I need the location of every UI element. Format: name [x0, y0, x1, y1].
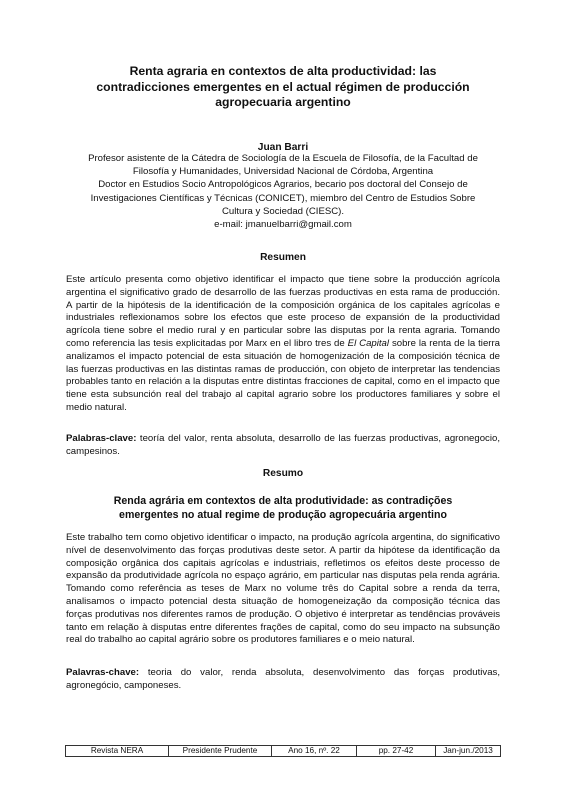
footer-city: Presidente Prudente — [169, 746, 272, 757]
footer-date: Jan-jun./2013 — [436, 746, 501, 757]
book-title: El Capital — [347, 337, 390, 349]
affiliation-line: Filosofía y Humanidades, Universidad Nacional de Córdoba, Argentina — [132, 166, 434, 178]
affiliation-line: Investigaciones Científicas y Técnicas (CONICET), miembro del Centro de Estudios Sobre — [90, 192, 476, 204]
resumen-heading: Resumen — [260, 252, 306, 263]
title-line: Renta agraria en contextos de alta productividad: las — [129, 64, 437, 78]
footer-pages: pp. 27-42 — [357, 746, 436, 757]
journal-footer — [65, 745, 501, 757]
affiliation-line: Doctor en Estudios Socio Antropológicos Agrarios, becario pos doctoral del Consejo de — [98, 179, 468, 191]
resumo-heading: Resumo — [262, 468, 304, 479]
keywords-label: Palavras-chave: — [66, 667, 140, 678]
keywords-text: teoria do valor, renda absoluta, desenvolvimento das forças produtivas, agronegócio, camponeses. — [66, 667, 500, 691]
resumo-title-line: Renda agrária em contextos de alta produtividade: as contradições — [113, 495, 453, 507]
keywords-label: Palabras-clave: — [66, 433, 137, 444]
author-name: Juan Barri — [257, 142, 309, 153]
resumo-title — [66, 494, 500, 522]
author-email: e-mail: jmanuelbarri@gmail.com — [214, 219, 352, 231]
abstract-text: Este artículo presenta como objetivo identificar el impacto que tiene sobre la producción agrícola argentina el significativo grado de desarrollo de las fuerzas productivas en esta rama de producción. A partir de la hipótesis de la identificación de la composición orgánica de los capitales agrícolas e industriales reflexionamos sobre los efectos que este proceso de expansión de la productividad agrícola tiene sobre el medio rural y en particular sobre las disputas por la renta agraria. Tomando como referencia las tesis explicitadas por Marx en el libro tres de — [66, 274, 500, 349]
resumo-keywords — [66, 667, 500, 693]
abstract-text: sobre la renta de la tierra analizamos el impacto potencial de esta situación de homogenización de la composición técnica de las fuerzas productivas en las distintas ramas de producción, con objeto de interpretar las tendencias probables tanto en relación a la disputas entre distintas fracciones de capital, como en el impacto que tiene esta subsunción real del trabajo al capital agrario sobre los productores familiares y sobre el medio natural. — [66, 337, 500, 413]
affiliation-line: Cultura y Sociedad (CIESC). — [221, 205, 345, 217]
author-affiliation — [66, 152, 500, 231]
affiliation-line: Profesor asistente de la Cátedra de Sociología de la Escuela de Filosofía, de la Facultad de — [88, 153, 478, 164]
title-line: agropecuaria argentino — [215, 95, 351, 110]
resumen-abstract — [66, 274, 500, 415]
resumo-abstract: Este trabalho tem como objetivo identificar o impacto, na produção agrícola argentina, do significativo nível de desenvolvimento das forças produtivas deste setor. A partir da hipótese da identificação da composição orgânica dos capitais agrícolas e industriais, refletimos os efeitos deste processo de expansão da produtividade agrícola no espaço agrário, em particular nas disputas pela renda agrária. Tomando como referência as teses de Marx no volume três do Capital sobre a renda da terra, analisamos o impacto potencial desta situação de homogeneização da composição técnica das forças produtivas nos diferentes ramos de produção. O objetivo é interpretar as tendências prováveis tanto em relação à disputas entre diferentes frações de capital, como do seu impacto na subsunção real do trabalho ao capital agrário sobre os produtores familiares e o meio natural. — [66, 532, 500, 646]
resumo-title-line: emergentes no atual regime de produção agropecuária argentino — [119, 509, 447, 521]
footer-row — [66, 746, 501, 757]
footer-journal: Revista NERA — [66, 746, 169, 757]
resumen-keywords — [66, 433, 500, 459]
footer-issue: Ano 16, nº. 22 — [272, 746, 357, 757]
keywords-text: teoría del valor, renta absoluta, desarrollo de las fuerzas productivas, agronegocio, campesinos. — [66, 433, 500, 457]
paper-title — [66, 64, 500, 111]
title-line: contradicciones emergentes en el actual régimen de producción — [96, 79, 470, 94]
